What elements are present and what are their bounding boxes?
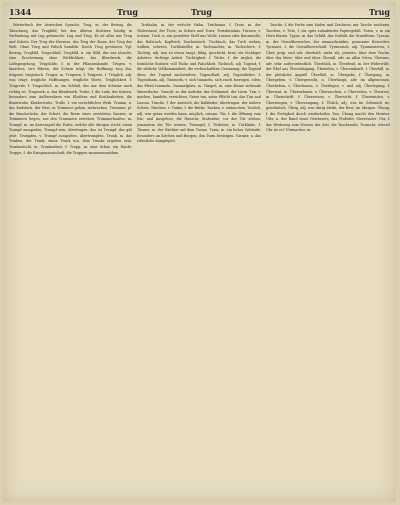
- running-head-right: Trug: [369, 7, 390, 17]
- page-number: 1344: [9, 7, 32, 17]
- dictionary-page: [3, 2, 396, 502]
- header-rule: [9, 18, 390, 19]
- text-column-2: [137, 23, 261, 499]
- column-3-text: Tusche, f. die Farbe zum Malen und Zeichnen; mit Tusche zeichnen. Tuschen, v. Tüte, f. ein spitz zulaufendes Papiergefäß. Tuten, v. in ein Horn blasen. Typus, m. das Urbild, das Vorbild, die Grundform. Tyrann, m. der Gewaltherrscher, der unumschränkte, grausame Herrscher. Tyrannei, f. die Gewaltherrschaft. Tyrannisch, adj. Tyrannisieren, v. Über, präp. und adv. oberhalb, mehr als, jenseits; über dem Tische, über das Meer; über und über. Überall, adv. an allen Orten. Überaus, adv. sehr, außerordentlich. Überblick, m. Überdruß, m. der Widerwille, der Ekel aus Übersättigung. Übereilen, v. Übereinkunft, f. Überfall, m. der plötzliche Angriff. Überfluß, m. Übergabe, f. Übergang, m. Übergeben, v. Übergewicht, n. Überhaupt, adv. im allgemeinen. Überheben, v. Überlassen, v. Überlegen, v. und adj. Überlegung, f. Übermut, m. Übernehmen, v. Überraschen, v. Überreden, v. Überrest, m. Überschrift, f. Übersetzen, v. Übersicht, f. Überwinden, v. Überzeugen, v. Überzeugung, f. Üblich, adj. was im Gebrauch ist, gewöhnlich. Übrig, adj. was übrig bleibt, der Rest; im übrigen. Übung, f. die Fertigkeit durch wiederholtes Tun; Übung macht den Meister. Ufer, n. der Rand eines Gewässers; das Flußufer, Meeresufer. Uhr, f. das Werkzeug zum Messen der Zeit; die Taschenuhr, Turmuhr; wieviel Uhr ist es? Uhrmacher, m.: [266, 23, 390, 133]
- column-1-text: Wörterbuch der deutschen Sprache. Trug, m. der Betrug, die Täuschung, das Trugbild; bei den älteren Dichtern häufig in Verbindung mit Lug gebraucht: Lug und Trug. Es ist alles nur Trug und Schein. Der Trug des Herzens, der Trug der Sinne, der Trug der Welt. Ohne Trug und Falsch handeln. Durch Trug gewinnen. Vgl. Betrug, Trugbild, Trugschluß. Trugbild, n. ein Bild, das uns täuscht, eine Erscheinung ohne Wirklichkeit; das Blendwerk, die Luftspiegelung. Trugdolde, f. in der Pflanzenkunde. Trügen, v. täuschen, irre führen; der Schein trügt; die Hoffnung trog ihn; trügend, trügerisch. Trüger, m. Trügerin, f. Trügerei, f. Trüglich, adj. was trügt; trügliche Hoffnungen, trügliche Worte. Trüglichkeit, f. Trugrede, f. Trugschluß, m. ein Schluß, der nur dem Scheine nach richtig ist. Trugwerk, n. das Blendwerk. Truhe, f. die Lade, der Kasten, besonders zum Aufbewahren von Kleidern und Kostbarkeiten; die Brauttruhe, Kleidertruhe. Trulle, f. ein verächtliches Weib. Trumm, n. das Endstück, der Rest; in Trümmer gehen, zerbrechen. Trümmer, pl. die Bruchstücke, der Schutt, die Reste eines zerstörten Ganzen; in Trümmern liegen, aus den Trümmern erstehen. Trümmerhaufen, m. Trumpf, m. im Kartenspiel die Farbe, welche alle übrigen sticht; einen Trumpf ausspielen; Trumpf sein; übertragen: das ist Trumpf, das gilt jetzt. Trumpfen, v. Trumpf ausspielen, übertrumpfen. Trunk, m. das Trinken, der Trank; einen Trunk tun, dem Trunke ergeben sein. Trunkenbold, m. Trunkenheit, f. Trupp, m. eine Schar, ein Haufe; Truppe, f. die Kriegsmannschaft; die Truppen zusammenziehen.: [9, 23, 132, 155]
- running-head-left: Trug: [117, 7, 138, 17]
- column-2-text: Truthahn, m. der welsche Hahn. Truthenne, f. Trutz, m. der Widerstand, der Trotz; zu Schutz und Trutz; Trutzbündnis. Trutzen, v. trotzen. Tuch, n. ein gewebter Stoff aus Wolle, Leinen oder Baumwolle; das Halstuch, Kopftuch, Taschentuch, Tischtuch; das Tuch weben, walken, scheren. Tuchhändler, m. Tuchmacher, m. Tuchschere, f. Tüchtig, adj. was zu etwas taugt, fähig, geschickt, brav; ein tüchtiger Arbeiter, tüchtige Arbeit. Tüchtigkeit, f. Tücke, f. die Arglist, die heimliche Bosheit; voll Tücke und Falschheit. Tückisch, adj. Tugend, f. die sittliche Vollkommenheit, die rechtschaffene Gesinnung; die Tugend üben, der Tugend nachstreben. Tugendhaft, adj. Tugendlehre, f. Tugendsam, adj. Tummeln, v. sich tummeln, sich rasch bewegen, eilen; das Pferd tummeln. Tummelplatz, m. Tümpel, m. eine kleine stehende Wasserlache. Tumult, m. der Aufruhr, das Getümmel, der Lärm. Tun, v. machen, handeln, verrichten; Gutes tun, seine Pflicht tun; das Tun und Lassen. Tünche, f. der Anstrich, die Kalkfarbe; übertragen: der äußere Schein. Tünchen, v. Tunke, f. die Brühe. Tunken, v. eintauchen. Tunlich, adj. was getan werden kann, möglich, ratsam. Tür, f. die Öffnung zum Ein- und Ausgehen; die Haustür, Stubentür; vor der Tür stehen, jemandem die Tür weisen. Türangel, f. Türhüter, m. Türklinke, f. Türmer, m. der Wächter auf dem Turme. Turm, m. ein hohes Gebäude, besonders an Kirchen und Burgen; den Turm besteigen. Turnier, n. das ritterliche Kampfspiel.: [137, 23, 261, 144]
- running-head-center: Trug: [191, 7, 212, 17]
- text-column-3: [266, 23, 390, 499]
- text-column-1: [9, 23, 132, 499]
